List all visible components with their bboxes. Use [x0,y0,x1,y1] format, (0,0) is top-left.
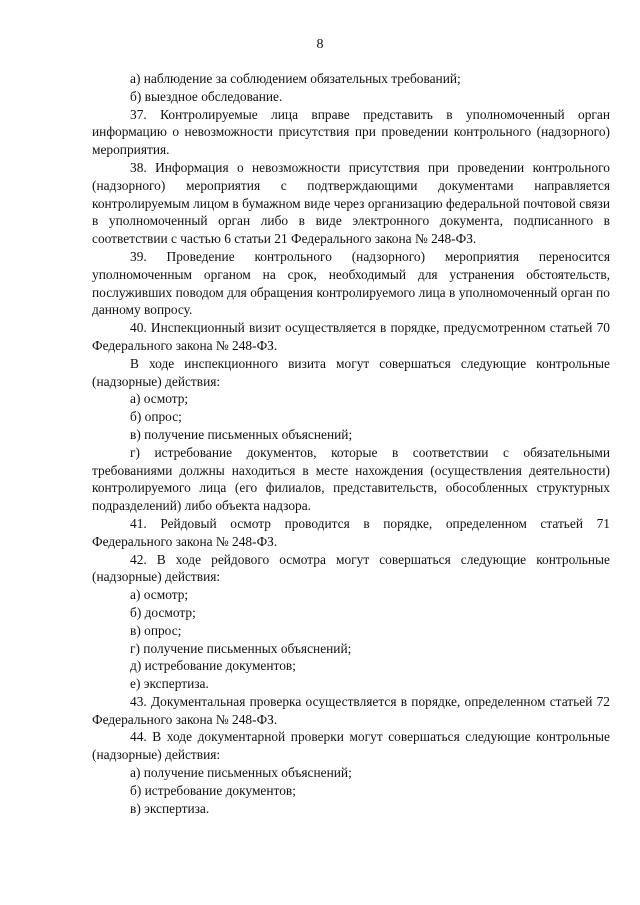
paragraph: 41. Рейдовый осмотр проводится в порядке, определенном статьей 71 Федерального закона № 248-ФЗ. [92,515,610,549]
paragraph: В ходе инспекционного визита могут совершаться следующие контрольные (надзорные) действия: [92,355,610,389]
paragraph: 37. Контролируемые лица вправе представить в уполномоченный орган информацию о невозможности присутствия при проведении контрольного (надзорного) мероприятия. [92,106,610,158]
paragraph: б) досмотр; [130,604,196,620]
paragraph: е) экспертиза. [130,676,209,692]
paragraph: 39. Проведение контрольного (надзорного) мероприятия переносится уполномоченным органом на срок, необходимый для устранения обстоятельств, послуживших поводом для обращения контролируемого лица в уполномоченный орган по данному вопросу. [92,248,610,318]
paragraph: а) получение письменных объяснений; [130,765,352,781]
paragraph: 38. Информация о невозможности присутствия при проведении контрольного (надзорного) мероприятия с подтверждающими документами направляется контролируемым лицом в бумажном виде через организацию федеральной почтовой связи в уполномоченный орган либо в виде электронного документа, подписанного в соответствии с частью 6 статьи 21 Федерального закона № 248-ФЗ. [92,159,610,247]
paragraph: 40. Инспекционный визит осуществляется в порядке, предусмотренном статьей 70 Федерального закона № 248-ФЗ. [92,320,610,353]
paragraph: 43. Документальная проверка осуществляется в порядке, определенном статьей 72 Федерального закона № 248-ФЗ. [92,693,610,727]
paragraph: г) получение письменных объяснений; [130,640,352,656]
paragraph: 42. В ходе рейдового осмотра могут совершаться следующие контрольные (надзорные) действия: [92,551,610,585]
paragraph: г) истребование документов, которые в соответствии с обязательными требованиями должны находиться в месте нахождения (осуществления деятельности) контролируемого лица (его филиалов, представительств, обособленных структурных подразделений) либо объекта надзора. [92,444,610,514]
paragraph: 44. В ходе документарной проверки могут совершаться следующие контрольные (надзорные) действия: [92,729,610,763]
paragraph: д) истребование документов; [130,658,296,674]
page-number: 8 [316,37,324,52]
paragraph: б) опрос; [130,409,182,425]
paragraph: в) получение письменных объяснений; [130,426,353,442]
paragraph: а) наблюдение за соблюдением обязательных требований; [130,71,461,86]
paragraph: б) выездное обследование. [130,88,283,104]
paragraph: б) истребование документов; [130,782,296,798]
paragraph: а) осмотр; [130,587,189,603]
paragraph: а) осмотр; [130,391,189,407]
document-body [92,70,610,817]
paragraph: в) опрос; [130,622,182,638]
paragraph: в) экспертиза. [130,800,210,816]
